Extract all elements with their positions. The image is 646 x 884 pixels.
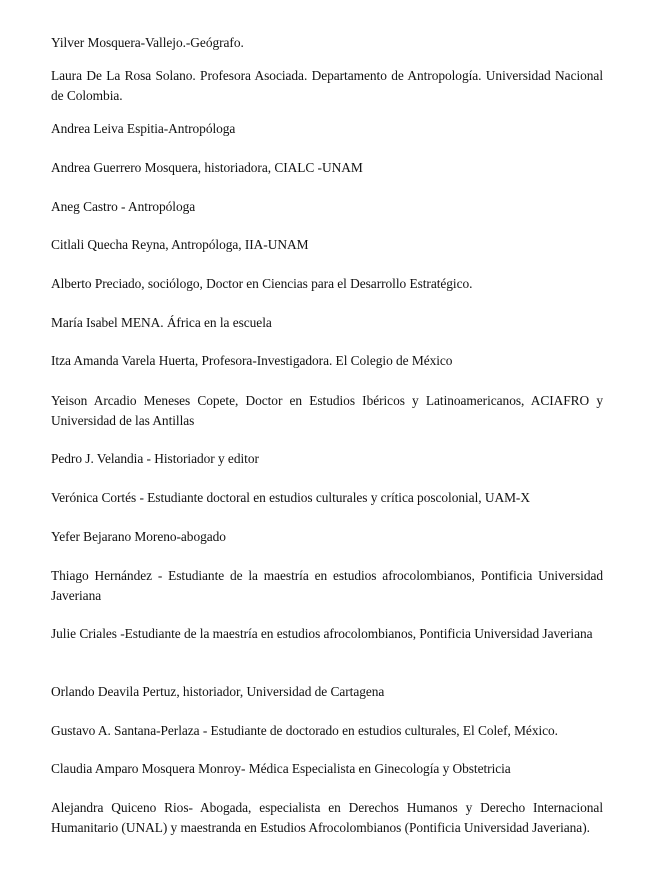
signatory-entry: Itza Amanda Varela Huerta, Profesora-Investigadora. El Colegio de México xyxy=(51,353,453,368)
signatory-entry: Yefer Bejarano Moreno-abogado xyxy=(51,529,226,544)
signatory-entry: Alejandra Quiceno Rios- Abogada, especialista en Derechos Humanos y Derecho Internacional Humanitario (UNAL) y maestranda en Estudios Afrocolombianos (Pontificia Universidad Javeriana). xyxy=(51,800,603,835)
signatory-entry: Alberto Preciado, sociólogo, Doctor en Ciencias para el Desarrollo Estratégico. xyxy=(51,276,473,291)
signatory-entry: Laura De La Rosa Solano. Profesora Asociada. Departamento de Antropología. Universidad Nacional de Colombia. xyxy=(51,68,603,103)
signatory-entry: Claudia Amparo Mosquera Monroy- Médica Especialista en Ginecología y Obstetricia xyxy=(51,761,511,776)
signatory-entry: Andrea Guerrero Mosquera, historiadora, CIALC -UNAM xyxy=(51,160,363,175)
signatory-entry: Orlando Deavila Pertuz, historiador, Universidad de Cartagena xyxy=(51,684,385,699)
signatory-entry: Verónica Cortés - Estudiante doctoral en estudios culturales y crítica poscolonial, UAM-X xyxy=(51,490,530,505)
signatory-entry: Julie Criales -Estudiante de la maestría en estudios afrocolombianos, Pontificia Universidad Javeriana xyxy=(51,626,593,641)
signatory-entry: Citlali Quecha Reyna, Antropóloga, IIA-UNAM xyxy=(51,237,309,252)
signatory-entry: Aneg Castro - Antropóloga xyxy=(51,199,196,214)
signatory-entry: Thiago Hernández - Estudiante de la maestría en estudios afrocolombianos, Pontificia Universidad Javeriana xyxy=(51,568,603,603)
signatory-entry: María Isabel MENA. África en la escuela xyxy=(51,315,272,330)
signatory-entry: Yeison Arcadio Meneses Copete, Doctor en Estudios Ibéricos y Latinoamericanos, ACIAFRO y Universidad de las Antillas xyxy=(51,393,603,428)
signatory-entry: Yilver Mosquera-Vallejo.-Geógrafo. xyxy=(51,35,244,50)
signatory-entry: Pedro J. Velandia - Historiador y editor xyxy=(51,451,259,466)
signatory-entry: Andrea Leiva Espitia-Antropóloga xyxy=(51,121,236,136)
signatory-entry: Gustavo A. Santana-Perlaza - Estudiante de doctorado en estudios culturales, El Colef, México. xyxy=(51,723,558,738)
